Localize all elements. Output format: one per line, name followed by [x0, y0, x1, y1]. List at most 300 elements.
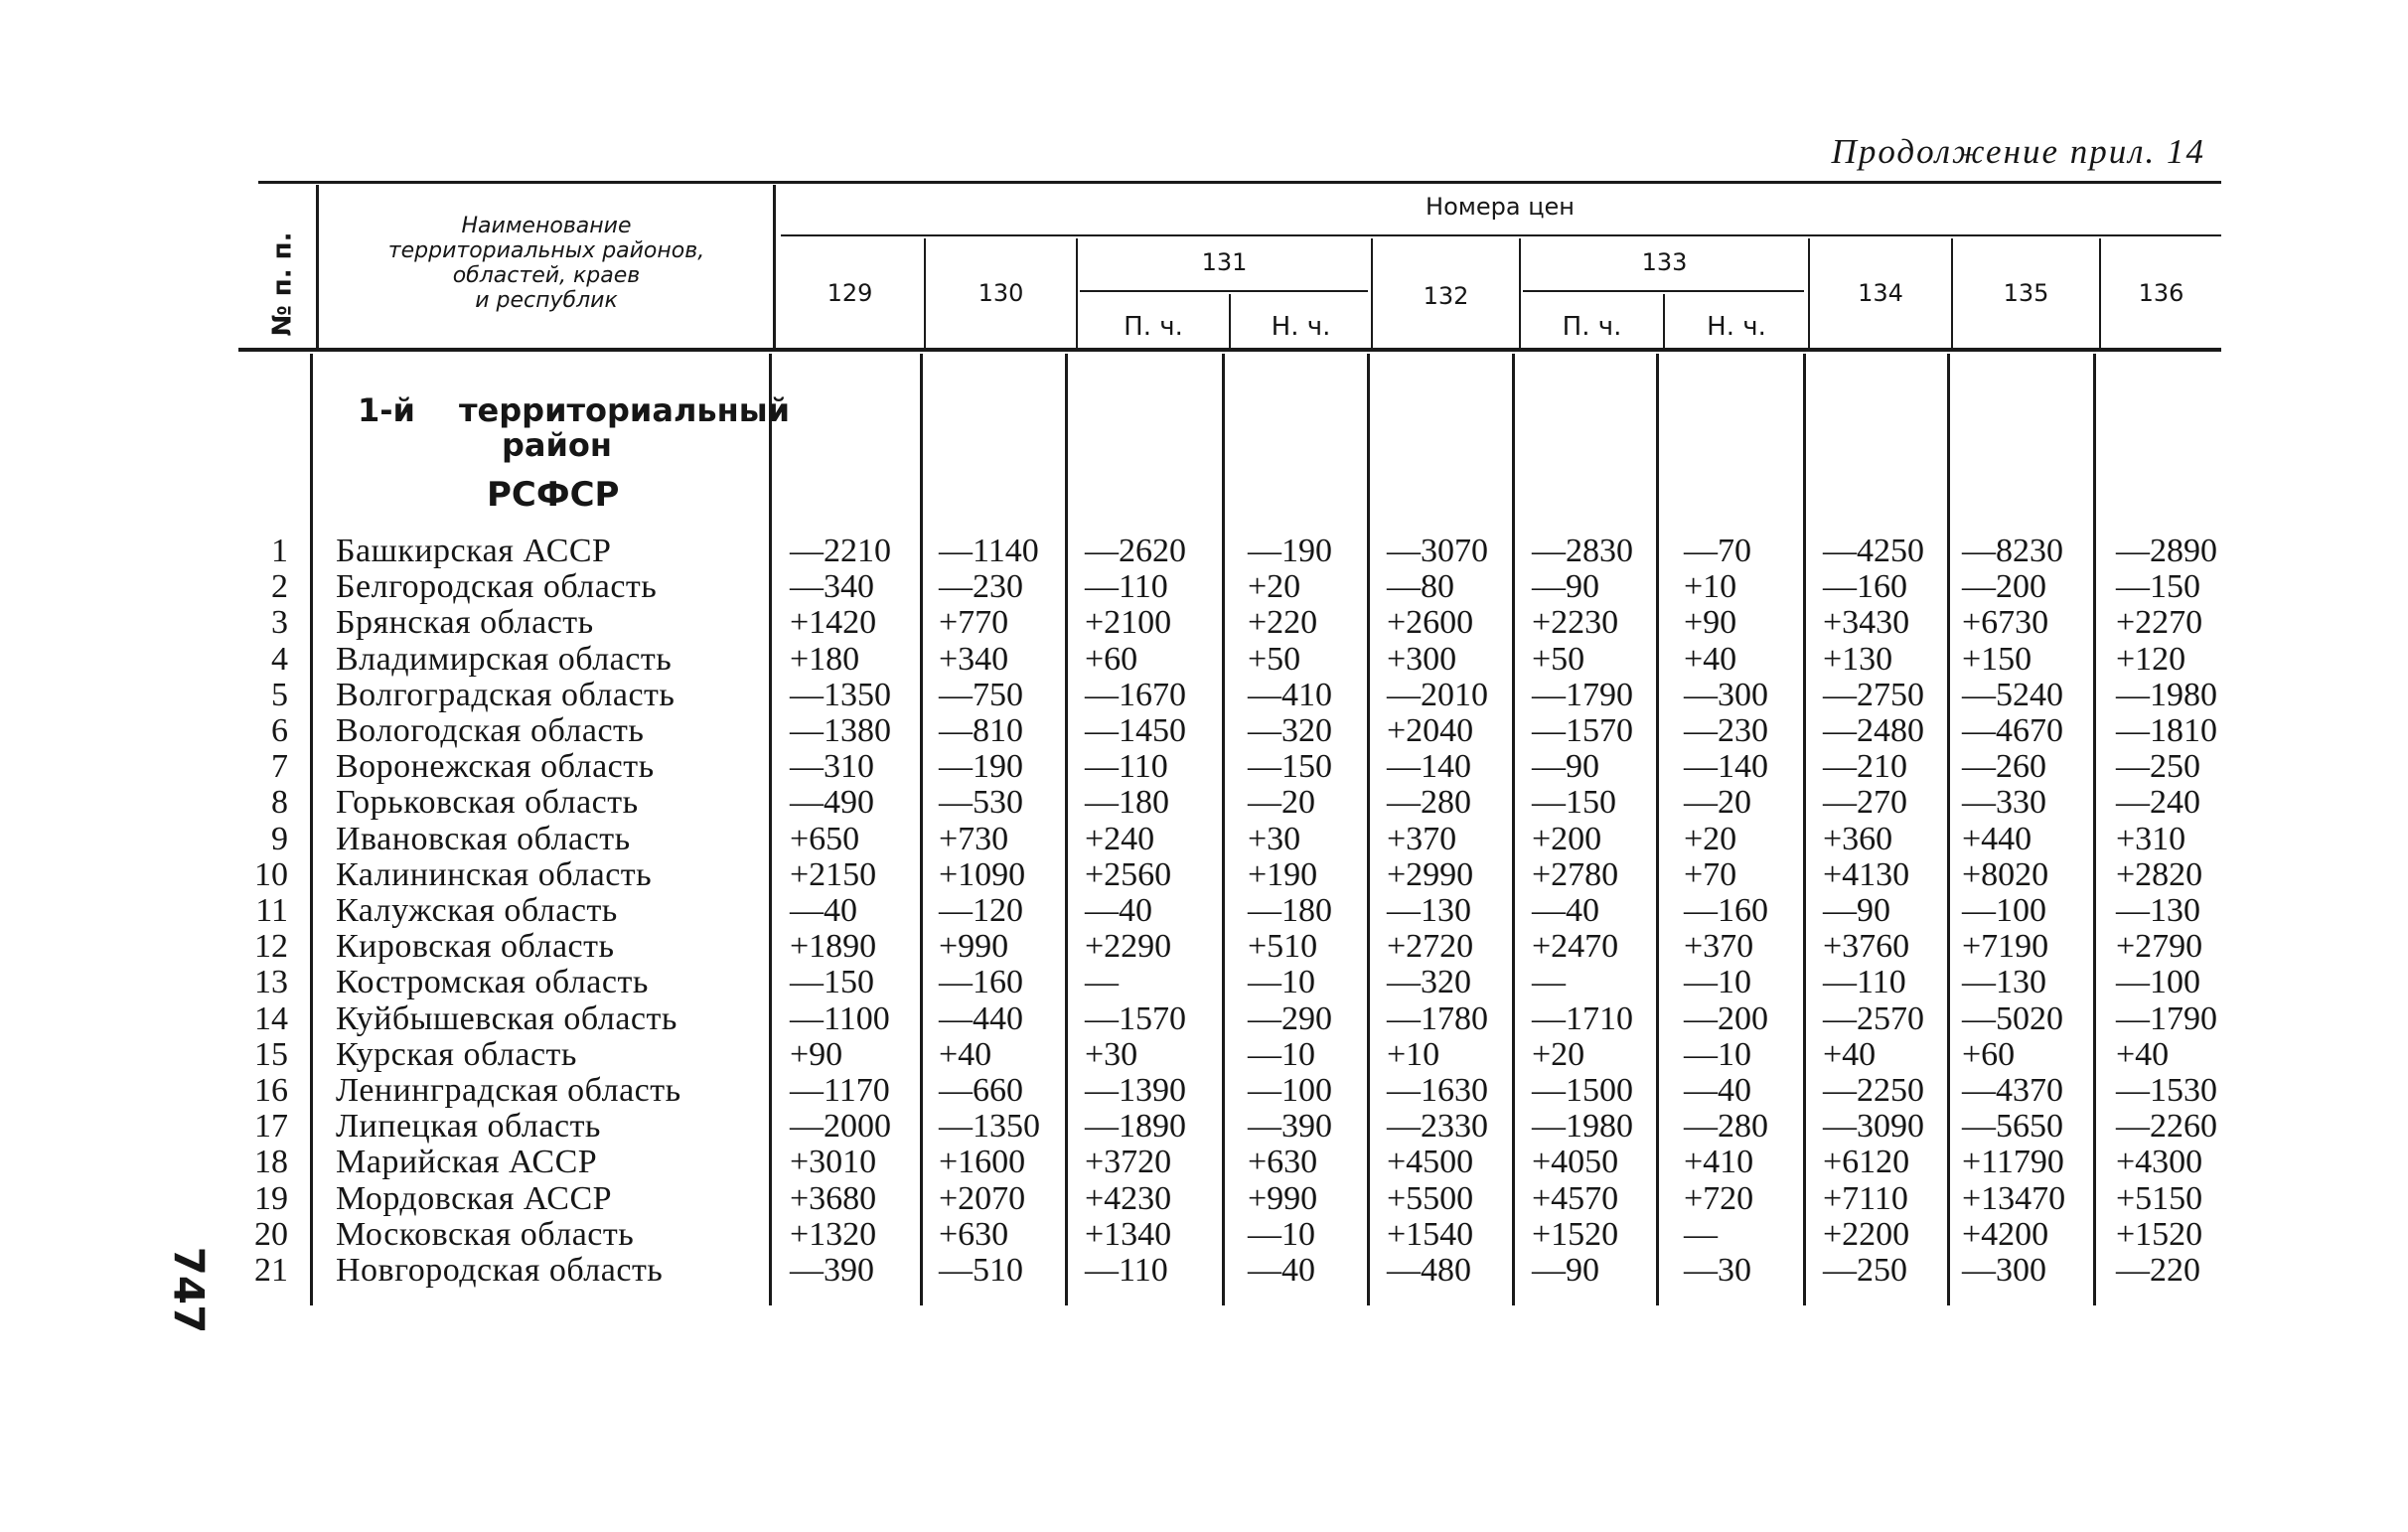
cell-value: +60: [1962, 1035, 2016, 1073]
cell-value: —2260: [2116, 1108, 2217, 1146]
cell-value: —2210: [790, 533, 891, 569]
cell-value: —320: [1248, 712, 1332, 749]
row-number: 2: [271, 568, 288, 606]
cell-value: —3070: [1387, 533, 1488, 569]
table-row: [0, 1217, 2408, 1253]
cell-value: —2010: [1387, 676, 1488, 713]
prices-title-rule: [781, 234, 2221, 236]
row-name: Куйбышевская область: [336, 999, 677, 1037]
cell-value: —10: [1684, 964, 1751, 1001]
cell-value: +2820: [2116, 855, 2203, 893]
cell-value: +370: [1684, 928, 1754, 966]
row-name: Горьковская область: [336, 784, 639, 822]
cell-value: +6730: [1962, 604, 2049, 642]
table-row: [0, 1037, 2408, 1073]
header-row-number-text: № п. п.: [268, 230, 299, 337]
cell-value: —90: [1532, 748, 1599, 786]
row-name: Волгоградская область: [336, 676, 676, 713]
cell-value: +220: [1248, 604, 1318, 642]
row-name: Курская область: [336, 1035, 577, 1073]
cell-value: —330: [1962, 784, 2046, 822]
cell-value: —90: [1532, 568, 1599, 606]
cell-value: —810: [939, 712, 1023, 749]
cell-value: —20: [1248, 784, 1315, 822]
cell-value: +2290: [1085, 928, 1172, 966]
cell-value: —110: [1085, 1252, 1168, 1289]
cell-value: —230: [1684, 712, 1768, 749]
cell-value: —1530: [2116, 1072, 2217, 1109]
header-subcol-131-pch: П. ч.: [1124, 312, 1183, 342]
row-name: Брянская область: [336, 604, 594, 642]
cell-value: —160: [1823, 568, 1907, 606]
table-row: [0, 713, 2408, 749]
cell-value: —390: [1248, 1108, 1332, 1146]
cell-value: +1340: [1085, 1215, 1172, 1253]
cell-value: —10: [1248, 1215, 1315, 1253]
row-name: Мордовская АССР: [336, 1179, 613, 1217]
cell-value: —5020: [1962, 999, 2063, 1037]
table-row: [0, 1109, 2408, 1145]
cell-value: +2600: [1387, 604, 1474, 642]
cell-value: —1170: [790, 1072, 890, 1109]
cell-value: +30: [1085, 1035, 1138, 1073]
cell-value: —90: [1823, 892, 1890, 929]
header-name-line-1: Наименование: [461, 214, 632, 238]
header-col-135: 135: [2003, 279, 2049, 307]
cell-value: +2470: [1532, 928, 1619, 966]
cell-value: +2790: [2116, 928, 2203, 966]
cell-value: —30: [1684, 1252, 1751, 1289]
cell-value: —10: [1248, 1035, 1315, 1073]
row-name: Калининская область: [336, 855, 653, 893]
cell-value: +2780: [1532, 855, 1619, 893]
cell-value: —510: [939, 1252, 1023, 1289]
table-row: [0, 822, 2408, 857]
cell-value: +30: [1248, 820, 1301, 857]
cell-value: +1520: [1532, 1215, 1619, 1253]
row-number: 8: [271, 784, 288, 822]
cell-value: +630: [1248, 1144, 1318, 1181]
row-name: Башкирская АССР: [336, 533, 612, 569]
cell-value: —490: [790, 784, 874, 822]
cell-value: —160: [1684, 892, 1768, 929]
cell-value: —1350: [939, 1108, 1040, 1146]
cell-value: —40: [790, 892, 857, 929]
cell-value: +40: [2116, 1035, 2170, 1073]
cell-value: +1540: [1387, 1215, 1474, 1253]
cell-value: —2330: [1387, 1108, 1488, 1146]
cell-value: +3010: [790, 1144, 877, 1181]
cell-value: +7190: [1962, 928, 2049, 966]
cell-value: —220: [2116, 1252, 2200, 1289]
cell-value: +150: [1962, 640, 2032, 678]
cell-value: —2830: [1532, 533, 1633, 569]
cell-value: —180: [1085, 784, 1169, 822]
cell-value: —40: [1684, 1072, 1751, 1109]
cell-value: —1790: [2116, 999, 2217, 1037]
table-row: [0, 965, 2408, 1000]
row-name: Марийская АССР: [336, 1144, 598, 1181]
cell-value: —100: [1248, 1072, 1332, 1109]
cell-value: +180: [790, 640, 860, 678]
row-name: Калужская область: [336, 892, 618, 929]
row-number: 10: [254, 855, 288, 893]
cell-value: —250: [1823, 1252, 1907, 1289]
table-row: [0, 534, 2408, 569]
section-district-word2: район: [502, 426, 613, 464]
row-name: Воронежская область: [336, 748, 655, 786]
header-col-132: 132: [1423, 282, 1469, 310]
cell-value: —4670: [1962, 712, 2063, 749]
cell-value: +1890: [790, 928, 877, 966]
cell-value: +2200: [1823, 1215, 1910, 1253]
cell-value: —310: [790, 748, 874, 786]
cell-value: +70: [1684, 855, 1737, 893]
cell-value: —: [1085, 964, 1119, 1001]
table-row: [0, 678, 2408, 713]
cell-value: +90: [1684, 604, 1737, 642]
row-number: 9: [271, 820, 288, 857]
cell-value: —1670: [1085, 676, 1186, 713]
cell-value: —2890: [2116, 533, 2217, 569]
cell-value: —1570: [1085, 999, 1186, 1037]
cell-value: —5240: [1962, 676, 2063, 713]
table-row: [0, 857, 2408, 893]
cell-value: —20: [1684, 784, 1751, 822]
col-rule-1: [773, 185, 776, 348]
section-republic: РСФСР: [487, 475, 620, 515]
cell-value: —40: [1248, 1252, 1315, 1289]
cell-value: —70: [1684, 533, 1751, 569]
cell-value: —1790: [1532, 676, 1633, 713]
cell-value: —1500: [1532, 1072, 1633, 1109]
section-district-prefix: 1-й: [358, 391, 415, 429]
cell-value: +10: [1387, 1035, 1440, 1073]
cell-value: +90: [790, 1035, 843, 1073]
cell-value: —2750: [1823, 676, 1924, 713]
row-number: 17: [254, 1108, 288, 1146]
cell-value: —110: [1823, 964, 1906, 1001]
header-bottom-rule: [238, 348, 2221, 352]
cell-value: —140: [1684, 748, 1768, 786]
cell-value: +3760: [1823, 928, 1910, 966]
cell-value: +240: [1085, 820, 1155, 857]
row-number: 1: [271, 533, 288, 569]
row-number: 12: [254, 928, 288, 966]
header-col-130: 130: [978, 279, 1024, 307]
cell-value: —280: [1387, 784, 1471, 822]
cell-value: +370: [1387, 820, 1457, 857]
table-row: [0, 1145, 2408, 1180]
cell-value: +4300: [2116, 1144, 2203, 1181]
cell-value: —40: [1085, 892, 1152, 929]
header-col-136: 136: [2138, 279, 2184, 307]
cell-value: —10: [1684, 1035, 1751, 1073]
cell-value: +990: [939, 928, 1009, 966]
cell-value: +2990: [1387, 855, 1474, 893]
cell-value: +360: [1823, 820, 1893, 857]
table-row: [0, 785, 2408, 821]
cell-value: +340: [939, 640, 1009, 678]
cell-value: +4050: [1532, 1144, 1619, 1181]
cell-value: +1520: [2116, 1215, 2203, 1253]
cell-value: +2720: [1387, 928, 1474, 966]
cell-value: —10: [1248, 964, 1315, 1001]
cell-value: —90: [1532, 1252, 1599, 1289]
header-name-line-4: и республик: [475, 288, 618, 313]
section-district-word: территориальный: [459, 391, 791, 429]
cell-value: —130: [2116, 892, 2200, 929]
cell-value: +7110: [1823, 1179, 1908, 1217]
cell-value: —200: [1684, 999, 1768, 1037]
cell-value: —2480: [1823, 712, 1924, 749]
cell-value: +630: [939, 1215, 1009, 1253]
cell-value: —1100: [790, 999, 890, 1037]
cell-value: —120: [939, 892, 1023, 929]
row-number: 18: [254, 1144, 288, 1181]
row-number: 3: [271, 604, 288, 642]
table-row: [0, 642, 2408, 678]
cell-value: —110: [1085, 748, 1168, 786]
cell-value: —1890: [1085, 1108, 1186, 1146]
cell-value: —130: [1962, 964, 2046, 1001]
table-row: [0, 605, 2408, 641]
cell-value: +2040: [1387, 712, 1474, 749]
caption: Продолжение прил. 14: [1831, 132, 2205, 171]
cell-value: —410: [1248, 676, 1332, 713]
cell-value: +3680: [790, 1179, 877, 1217]
row-number: 20: [254, 1215, 288, 1253]
cell-value: +8020: [1962, 855, 2049, 893]
row-number: 13: [254, 964, 288, 1001]
row-name: Вологодская область: [336, 712, 645, 749]
cell-value: —1450: [1085, 712, 1186, 749]
cell-value: +1320: [790, 1215, 877, 1253]
table-row: [0, 1181, 2408, 1217]
cell-value: +5150: [2116, 1179, 2203, 1217]
cell-value: —280: [1684, 1108, 1768, 1146]
cell-value: +4130: [1823, 855, 1910, 893]
cell-value: +11790: [1962, 1144, 2064, 1181]
cell-value: +50: [1532, 640, 1585, 678]
header-name-line-2: территориальных районов,: [387, 238, 705, 263]
cell-value: +5500: [1387, 1179, 1474, 1217]
cell-value: +2230: [1532, 604, 1619, 642]
cell-value: +20: [1684, 820, 1737, 857]
cell-value: —340: [790, 568, 874, 606]
header-subcol-131-nch: Н. ч.: [1271, 312, 1331, 342]
cell-value: +300: [1387, 640, 1457, 678]
cell-value: —300: [1684, 676, 1768, 713]
cell-value: —230: [939, 568, 1023, 606]
row-number: 19: [254, 1179, 288, 1217]
table-row: [0, 569, 2408, 605]
header-col-134: 134: [1858, 279, 1903, 307]
cell-value: —320: [1387, 964, 1471, 1001]
cell-value: —190: [939, 748, 1023, 786]
table-row: [0, 1253, 2408, 1289]
cell-value: —150: [790, 964, 874, 1001]
cell-value: +40: [1823, 1035, 1877, 1073]
cell-value: —260: [1962, 748, 2046, 786]
cell-value: +510: [1248, 928, 1318, 966]
cell-value: —: [1532, 964, 1566, 1001]
cell-value: +3430: [1823, 604, 1910, 642]
row-name: Новгородская область: [336, 1252, 664, 1289]
cell-value: —180: [1248, 892, 1332, 929]
cell-value: —2250: [1823, 1072, 1924, 1109]
cell-value: —160: [939, 964, 1023, 1001]
cell-value: +130: [1823, 640, 1893, 678]
table-row: [0, 749, 2408, 785]
cell-value: +40: [1684, 640, 1737, 678]
cell-value: —150: [1532, 784, 1616, 822]
cell-value: +2070: [939, 1179, 1026, 1217]
row-name: Ивановская область: [336, 820, 631, 857]
cell-value: —210: [1823, 748, 1907, 786]
cell-value: +770: [939, 604, 1009, 642]
cell-value: —1980: [2116, 676, 2217, 713]
cell-value: +310: [2116, 820, 2186, 857]
cell-value: +1420: [790, 604, 877, 642]
cell-value: —2000: [790, 1108, 891, 1146]
cell-value: —150: [2116, 568, 2200, 606]
cell-value: —270: [1823, 784, 1907, 822]
cell-value: +410: [1684, 1144, 1754, 1181]
row-name: Липецкая область: [336, 1108, 601, 1146]
row-name: Владимирская область: [336, 640, 673, 678]
cell-value: —5650: [1962, 1108, 2063, 1146]
page-number-text: 747: [164, 1246, 214, 1333]
cell-value: —1350: [790, 676, 891, 713]
cell-value: —100: [2116, 964, 2200, 1001]
row-number: 4: [271, 640, 288, 678]
cell-value: —1140: [939, 533, 1039, 569]
header-subcol-133-nch: Н. ч.: [1707, 312, 1766, 342]
cell-value: +200: [1532, 820, 1602, 857]
cell-value: +4230: [1085, 1179, 1172, 1217]
row-number: 15: [254, 1035, 288, 1073]
cell-value: —110: [1085, 568, 1168, 606]
cell-value: —290: [1248, 999, 1332, 1037]
cell-value: —1780: [1387, 999, 1488, 1037]
cell-value: —40: [1532, 892, 1599, 929]
cell-value: —2620: [1085, 533, 1186, 569]
cell-value: +440: [1962, 820, 2032, 857]
cell-value: +4500: [1387, 1144, 1474, 1181]
table-row: [0, 893, 2408, 929]
cell-value: —660: [939, 1072, 1023, 1109]
cell-value: —4370: [1962, 1072, 2063, 1109]
row-number: 6: [271, 712, 288, 749]
cell-value: +50: [1248, 640, 1301, 678]
cell-value: +2100: [1085, 604, 1172, 642]
header-col-131: 131: [1201, 248, 1248, 276]
cell-value: —1710: [1532, 999, 1633, 1037]
cell-value: —1380: [790, 712, 891, 749]
cell-value: —1390: [1085, 1072, 1186, 1109]
cell-value: —390: [790, 1252, 874, 1289]
table-row: [0, 929, 2408, 965]
row-name: Белгородская область: [336, 568, 658, 606]
cell-value: +4200: [1962, 1215, 2049, 1253]
header-subcol-133-pch: П. ч.: [1562, 312, 1622, 342]
cell-value: +990: [1248, 1179, 1318, 1217]
table-row: [0, 1073, 2408, 1109]
cell-value: —530: [939, 784, 1023, 822]
cell-value: +20: [1532, 1035, 1585, 1073]
cell-value: —480: [1387, 1252, 1471, 1289]
row-number: 7: [271, 748, 288, 786]
cell-value: —2570: [1823, 999, 1924, 1037]
row-number: 5: [271, 676, 288, 713]
cell-value: —300: [1962, 1252, 2046, 1289]
cell-value: —8230: [1962, 533, 2063, 569]
cell-value: +120: [2116, 640, 2186, 678]
cell-value: +4570: [1532, 1179, 1619, 1217]
cell-value: —190: [1248, 533, 1332, 569]
cell-value: —80: [1387, 568, 1454, 606]
cell-value: —1980: [1532, 1108, 1633, 1146]
cell-value: —3090: [1823, 1108, 1924, 1146]
cell-value: —4250: [1823, 533, 1924, 569]
cell-value: +40: [939, 1035, 992, 1073]
cell-value: —750: [939, 676, 1023, 713]
row-name: Костромская область: [336, 964, 649, 1001]
header-row-number: [238, 217, 328, 351]
header-prices-title: Номера цен: [1426, 193, 1575, 221]
row-number: 21: [254, 1252, 288, 1289]
cell-value: —150: [1248, 748, 1332, 786]
cell-value: +1600: [939, 1144, 1026, 1181]
cell-value: +2560: [1085, 855, 1172, 893]
cell-value: +10: [1684, 568, 1737, 606]
cell-value: —240: [2116, 784, 2200, 822]
cell-value: —1630: [1387, 1072, 1488, 1109]
cell-value: —: [1684, 1215, 1718, 1253]
subcol-rule-131: [1080, 290, 1368, 292]
cell-value: —1810: [2116, 712, 2217, 749]
cell-value: +6120: [1823, 1144, 1910, 1181]
cell-value: +730: [939, 820, 1009, 857]
cell-value: —1570: [1532, 712, 1633, 749]
cell-value: —250: [2116, 748, 2200, 786]
subcol-rule-133: [1523, 290, 1804, 292]
header-col-129: 129: [827, 279, 873, 307]
cell-value: —200: [1962, 568, 2046, 606]
table-row: [0, 1001, 2408, 1037]
cell-value: +13470: [1962, 1179, 2066, 1217]
cell-value: +1090: [939, 855, 1026, 893]
cell-value: —140: [1387, 748, 1471, 786]
cell-value: +2150: [790, 855, 877, 893]
cell-value: +3720: [1085, 1144, 1172, 1181]
row-number: 11: [255, 892, 288, 929]
cell-value: +650: [790, 820, 860, 857]
row-number: 16: [254, 1072, 288, 1109]
cell-value: +2270: [2116, 604, 2203, 642]
row-name: Кировская область: [336, 928, 615, 966]
top-rule: [258, 181, 2221, 184]
cell-value: —440: [939, 999, 1023, 1037]
cell-value: +60: [1085, 640, 1138, 678]
cell-value: +20: [1248, 568, 1301, 606]
header-col-133: 133: [1641, 248, 1688, 276]
cell-value: +190: [1248, 855, 1318, 893]
cell-value: —100: [1962, 892, 2046, 929]
header-name: [328, 214, 765, 313]
row-number: 14: [254, 999, 288, 1037]
